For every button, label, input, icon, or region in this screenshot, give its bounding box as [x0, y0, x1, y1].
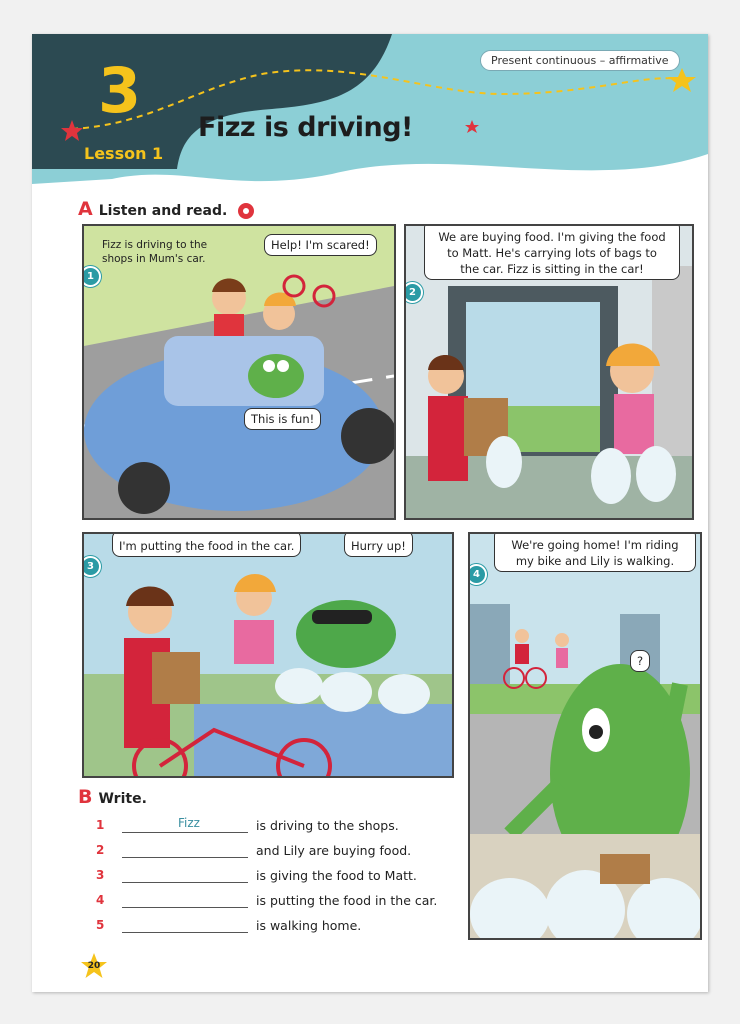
answer-blank[interactable]: [122, 832, 248, 833]
exercise-number: 1: [96, 818, 105, 832]
lesson-label: Lesson 1: [84, 144, 164, 163]
panel-4-illustration: [470, 534, 700, 938]
panel-3-speech-bubble-1: I'm putting the food in the car.: [112, 532, 301, 557]
panel-3-speech-bubble-2: Hurry up!: [344, 532, 413, 557]
exercise-item: [96, 839, 496, 864]
exercise-number: 2: [96, 843, 105, 857]
comic-panel-4: [468, 532, 702, 940]
panel-2-speech-bubble: [424, 224, 680, 280]
panel-1-illustration: [84, 226, 394, 518]
panel-4-bubble-line-2: my bike and Lily is walking.: [515, 554, 675, 568]
comic-panel-3: [82, 532, 454, 778]
section-a-letter: A: [78, 198, 93, 220]
section-a-heading: [78, 198, 254, 220]
page-number: 20: [87, 961, 101, 971]
panel-3-illustration: [84, 534, 452, 776]
audio-cd-icon[interactable]: [238, 203, 254, 219]
section-a-title: Listen and read.: [98, 203, 228, 219]
panel-1-number: 1: [82, 266, 101, 287]
panel-1-speech-bubble-1: Help! I'm scared!: [264, 234, 377, 256]
comic-panel-2: [404, 224, 694, 520]
grammar-tag: Present continuous – affirmative: [480, 50, 680, 71]
panel-4-speech-bubble-1: [494, 532, 696, 572]
panel-4-number: 4: [468, 564, 487, 585]
panel-4-bubble-line-1: We're going home! I'm riding: [511, 538, 679, 552]
answer-blank[interactable]: [122, 882, 248, 883]
exercise-item: [96, 914, 496, 939]
exercise-item: [96, 864, 496, 889]
sentence-text: is walking home.: [256, 918, 362, 933]
panel-2-bubble-line-1: We are buying food. I'm giving the food: [438, 230, 666, 244]
answer-blank[interactable]: [122, 857, 248, 858]
exercise-number: 4: [96, 893, 105, 907]
section-b-title: Write.: [98, 791, 147, 807]
write-exercise: [96, 814, 496, 939]
exercise-number: 5: [96, 918, 105, 932]
panel-1-speech-bubble-2: This is fun!: [244, 408, 321, 430]
sentence-text: is giving the food to Matt.: [256, 868, 417, 883]
panel-2-number: 2: [404, 282, 423, 303]
exercise-number: 3: [96, 868, 105, 882]
lesson-title: Fizz is driving!: [198, 112, 413, 143]
panel-1-narration: [102, 238, 207, 266]
comic-panel-1: [82, 224, 396, 520]
panel-2-bubble-line-3: the car. Fizz is sitting in the car!: [460, 262, 644, 276]
panel-3-number: 3: [82, 556, 101, 577]
sentence-text: is driving to the shops.: [256, 818, 399, 833]
answer-blank[interactable]: [122, 932, 248, 933]
lesson-number: 3: [98, 54, 142, 127]
sentence-text: is putting the food in the car.: [256, 893, 438, 908]
answer-text: Fizz: [178, 816, 200, 830]
answer-blank[interactable]: [122, 907, 248, 908]
page-number-badge: [80, 952, 108, 980]
exercise-item: [96, 889, 496, 914]
section-b-letter: B: [78, 786, 93, 808]
panel-1-narration-line-2: shops in Mum's car.: [102, 253, 206, 265]
panel-2-bubble-line-2: to Matt. He's carrying lots of bags to: [447, 246, 657, 260]
sentence-text: and Lily are buying food.: [256, 843, 412, 858]
exercise-item: [96, 814, 496, 839]
textbook-page: [32, 34, 708, 992]
panel-1-narration-line-1: Fizz is driving to the: [102, 239, 208, 251]
section-b-heading: [78, 786, 147, 808]
panel-4-speech-bubble-2: ?: [630, 650, 650, 672]
